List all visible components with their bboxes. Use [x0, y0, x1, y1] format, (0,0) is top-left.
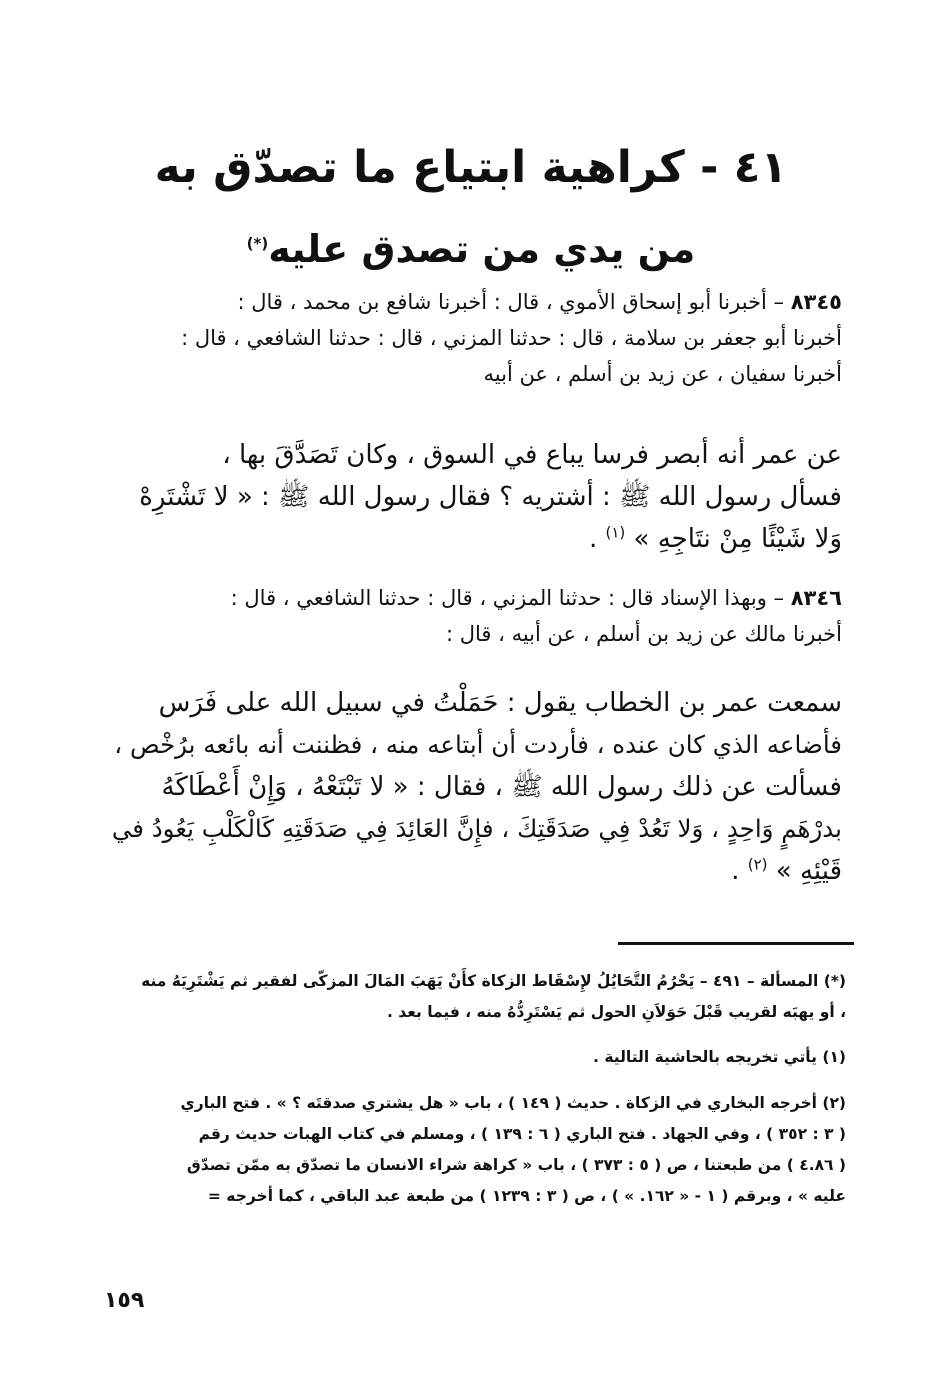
footnote-line: ( ٤.٨٦ ) من طبعتنا ، ص ( ٥ : ٣٧٣ ) ، باب « كراهة شراء الانسان ما تصدّق به ممّن تصدّق — [186, 1156, 846, 1174]
hadith-8345-isnad — [112, 284, 842, 392]
matn-line: فسأل رسول الله ﷺ : أشتريه ؟ فقال رسول الله ﷺ : « لا تَشْتَرِهْ — [139, 482, 842, 512]
hadith-number: ٨٣٤٥ — [790, 290, 842, 314]
hadith-8346-isnad — [112, 580, 842, 652]
footnote-ref: (٢) — [747, 855, 768, 874]
footnote-ref: (١) — [605, 523, 626, 542]
chapter-footnote-marker: (*) — [246, 234, 269, 253]
isnad-line: أخبرنا أبو جعفر بن سلامة ، قال : حدثنا المزني ، قال : حدثنا الشافعي ، قال : — [181, 326, 842, 350]
footnote-line: (٢) أخرجه البخاري في الزكاة . حديث ( ١٤٩ ) ، باب « هل يشتري صدقتَه ؟ » . فتح الباري — [180, 1094, 846, 1112]
hadith-8345-matn — [112, 434, 842, 560]
matn-line: عن عمر أنه أبصر فرسا يباع في السوق ، وكان تَصَدَّقَ بها ، — [222, 440, 842, 470]
chapter-subtitle-text: من يدي من تصدق عليه — [268, 227, 696, 271]
matn-end-mark: . — [731, 856, 740, 886]
footnote-line: ، أو يهبَه لقريب قَبْلَ حَوَلاَنِ الحول ثم يَسْتَرِدُّهُ منه ، فيما بعد . — [386, 1003, 846, 1021]
footnote-line: (*) المسألة – ٤٩١ – يَحْرُمُ التَّحَايُلُ لإِسْقَاط الزكاة كأَنْ يَهَبَ المَالَ المزكّى لفقير ثم يَشْتَرِيَهُ منه — [141, 972, 846, 990]
footnote-2 — [108, 1088, 846, 1212]
hadith-8346-matn — [112, 682, 842, 892]
matn-line: بدرْهَمٍ وَاحِدٍ ، وَلا تَعُدْ فِي صَدَقَتِكَ ، فإِنَّ العَائِدَ فِي صَدَقَتِهِ كَالْكَلْبِ يَعُودُ في — [111, 814, 842, 843]
footnote-star — [108, 966, 846, 1028]
isnad-line — [112, 580, 842, 616]
matn-line: فأضاعه الذي كان عنده ، فأردت أن أبتاعه منه ، فظننت أنه بائعه برُخْص ، — [114, 730, 842, 759]
isnad-text: – وبهذا الإسناد قال : حدثنا المزني ، قال : حدثنا الشافعي ، قال : — [230, 586, 785, 610]
chapter-title: ٤١ - كراهية ابتياع ما تصدّق به — [154, 142, 788, 193]
page-number: ١٥٩ — [104, 1288, 145, 1313]
hadith-number: ٨٣٤٦ — [790, 586, 842, 610]
matn-text: وَلا شَيْئًا مِنْ نتَاجِهِ » — [633, 524, 842, 554]
isnad-line — [112, 284, 842, 320]
isnad-text: – أخبرنا أبو إسحاق الأموي ، قال : أخبرنا شافع بن محمد ، قال : — [237, 290, 785, 314]
footnote-line: ( ٣ : ٣٥٢ ) ، وفي الجهاد . فتح الباري ( ٦ : ١٣٩ ) ، ومسلم في كتاب الهبات حديث رقم — [198, 1125, 846, 1143]
isnad-line: أخبرنا سفيان ، عن زيد بن أسلم ، عن أبيه — [483, 362, 842, 386]
footnote-1 — [108, 1042, 846, 1073]
matn-end-mark: . — [588, 524, 598, 554]
matn-line: سمعت عمر بن الخطاب يقول : حَمَلْتُ في سبيل الله على فَرَس — [158, 688, 842, 718]
matn-text: قَيْئِهِ » — [775, 856, 842, 886]
footnote-line: (١) يأتي تخريجه بالحاشية التالية . — [593, 1048, 846, 1066]
matn-line — [112, 850, 842, 892]
chapter-subtitle — [120, 222, 822, 276]
matn-line — [112, 518, 842, 560]
footnote-line: عليه » ، وبرقم ( ١ - « ١٦٢. » ) ، ص ( ٣ : ١٢٣٩ ) من طبعة عبد الباقي ، كما أخرجه = — [207, 1187, 846, 1205]
footnote-separator — [618, 942, 854, 945]
matn-line: فسألت عن ذلك رسول الله ﷺ ، فقال : « لا تَبْتَعْهُ ، وَإِنْ أَعْطَاكَهُ — [161, 772, 842, 802]
isnad-line: أخبرنا مالك عن زيد بن أسلم ، عن أبيه ، قال : — [446, 622, 842, 646]
